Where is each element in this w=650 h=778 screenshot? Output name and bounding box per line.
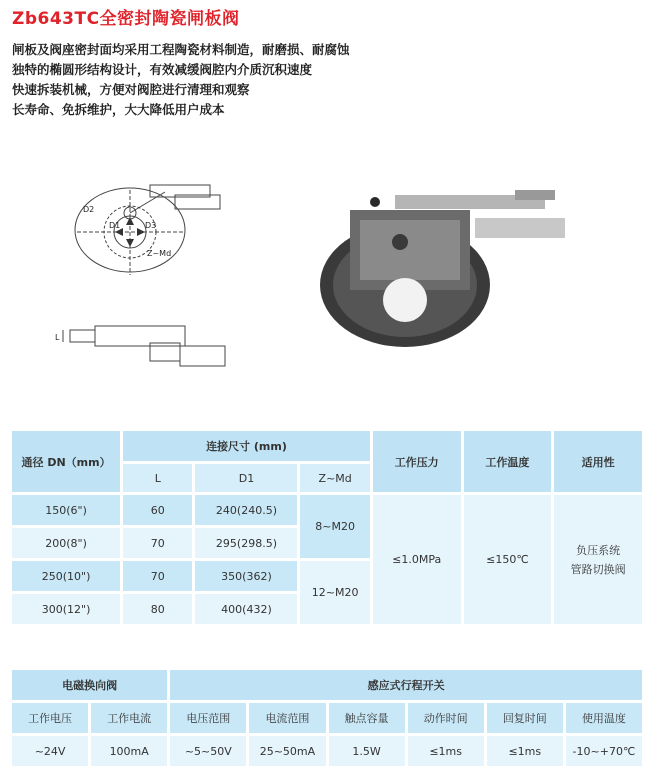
cell-dn: 200(8"): [12, 528, 120, 558]
col-header: 使用温度: [566, 703, 642, 733]
cell-value: ~5~50V: [170, 736, 246, 766]
cell-value: ≤1ms: [487, 736, 563, 766]
feature-item: 闸板及阀座密封面均采用工程陶瓷材料制造，耐磨损、耐腐蚀: [12, 42, 350, 57]
cell-d1: 350(362): [195, 561, 297, 591]
cell-zmd-a: 8~M20: [300, 495, 369, 558]
cell-use: [554, 495, 642, 624]
header-dn: 通径 DN（mm）: [12, 431, 120, 492]
cell-zmd-b: 12~M20: [300, 561, 369, 624]
spec-table: [9, 428, 645, 627]
use-line: 负压系统: [576, 544, 621, 557]
header-pressure: 工作压力: [373, 431, 461, 492]
side-flange: [70, 330, 95, 342]
cell-l: 70: [123, 528, 192, 558]
cell-d1: 240(240.5): [195, 495, 297, 525]
feature-list: [12, 40, 350, 120]
cell-d1: 400(432): [195, 594, 297, 624]
col-header: 工作电流: [91, 703, 167, 733]
feature-item: 快速拆装机械，方便对阀腔进行清理和观察: [12, 82, 250, 97]
electrical-spec-table: [9, 667, 645, 769]
header-d1: D1: [195, 464, 297, 492]
feature-item: 长寿命、免拆维护，大大降低用户成本: [12, 102, 225, 117]
header-switch: 感应式行程开关: [170, 670, 642, 700]
cell-pressure: ≤1.0MPa: [373, 495, 461, 624]
header-temp: 工作温度: [464, 431, 552, 492]
side-actuator: [180, 346, 225, 366]
header-use: 适用性: [554, 431, 642, 492]
valve-product-photo: [315, 180, 575, 355]
label-d3: D3: [145, 221, 157, 230]
header-connection: 连接尺寸 (mm): [123, 431, 370, 461]
slide-plate: [475, 218, 565, 238]
header-l: L: [123, 464, 192, 492]
label-d2: D2: [83, 205, 95, 214]
page-title: Zb643TC全密封陶瓷闸板阀: [12, 9, 240, 29]
cell-value: 100mA: [91, 736, 167, 766]
lever-pivot: [392, 234, 408, 250]
feature-item: 独特的椭圆形结构设计，有效减缓阀腔内介质沉积速度: [12, 62, 313, 77]
cell-l: 80: [123, 594, 192, 624]
cell-dn: 250(10"): [12, 561, 120, 591]
col-header: 回复时间: [487, 703, 563, 733]
cell-d1: 295(298.5): [195, 528, 297, 558]
cell-value: -10~+70℃: [566, 736, 642, 766]
cell-dn: 300(12"): [12, 594, 120, 624]
col-header: 电压范围: [170, 703, 246, 733]
header-valve: 电磁换向阀: [12, 670, 167, 700]
bore-opening: [383, 278, 427, 322]
cell-dn: 150(6"): [12, 495, 120, 525]
label-zmd: Z~Md: [147, 249, 172, 258]
cell-l: 70: [123, 561, 192, 591]
use-line: 管路切换阀: [570, 563, 626, 576]
cell-value: ~24V: [12, 736, 88, 766]
col-header: 触点容量: [329, 703, 405, 733]
valve-technical-drawing: [55, 180, 255, 380]
label-l: L: [55, 333, 60, 342]
cell-value: 25~50mA: [249, 736, 325, 766]
cell-value: 1.5W: [329, 736, 405, 766]
cell-value: ≤1ms: [408, 736, 484, 766]
col-header: 动作时间: [408, 703, 484, 733]
label-d1: D1: [109, 221, 121, 230]
col-header: 电流范围: [249, 703, 325, 733]
header-zmd: Z~Md: [300, 464, 369, 492]
cell-temp: ≤150℃: [464, 495, 552, 624]
col-header: 工作电压: [12, 703, 88, 733]
cell-l: 60: [123, 495, 192, 525]
